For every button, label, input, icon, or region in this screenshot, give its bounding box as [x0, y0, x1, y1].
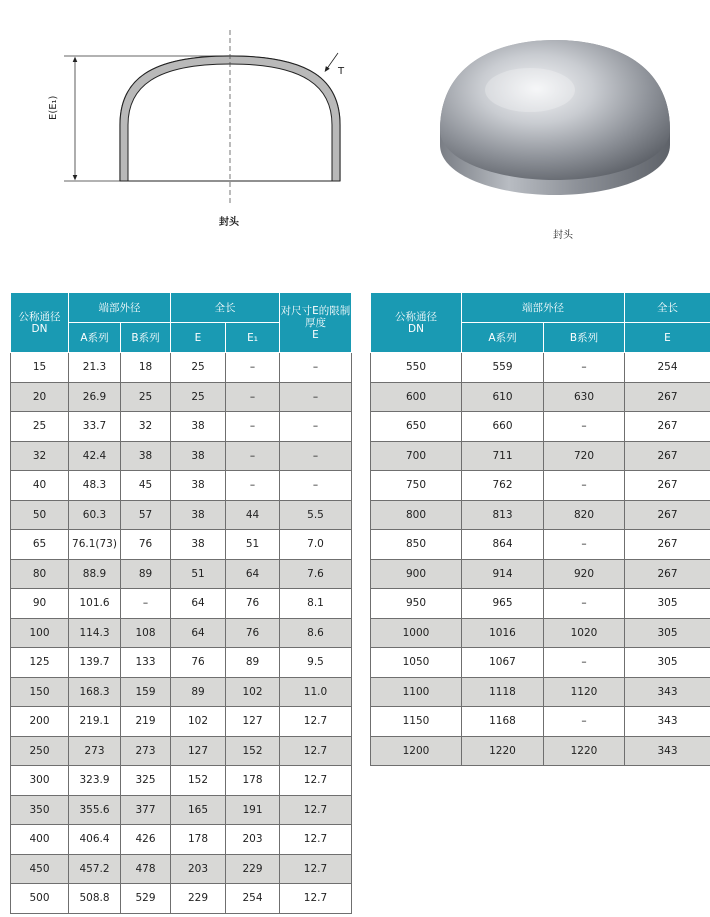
table-cell: 267	[625, 530, 710, 560]
table-cell: 850	[371, 530, 462, 560]
header-e: E	[625, 323, 710, 353]
table-cell: 42.4	[69, 441, 121, 471]
table-cell: 51	[171, 559, 226, 589]
table-cell: 12.7	[280, 884, 352, 914]
table-cell: 65	[11, 530, 69, 560]
table-cell: 7.0	[280, 530, 352, 560]
table-cell: 51	[226, 530, 280, 560]
table-cell: 50	[11, 500, 69, 530]
table-cell: 711	[462, 441, 544, 471]
table-row	[11, 530, 352, 560]
table-cell: 900	[371, 559, 462, 589]
table-cell: 457.2	[69, 854, 121, 884]
table-cell: 76	[121, 530, 171, 560]
table-row	[11, 825, 352, 855]
table-cell: 48.3	[69, 471, 121, 501]
table-cell: 305	[625, 589, 710, 619]
table-cell: 133	[121, 648, 171, 678]
table-cell: 300	[11, 766, 69, 796]
table-cell: 26.9	[69, 382, 121, 412]
table-cell: 1000	[371, 618, 462, 648]
table-cell: 64	[171, 589, 226, 619]
table-cell: 1150	[371, 707, 462, 737]
table-cell: 1100	[371, 677, 462, 707]
table-cell: 25	[11, 412, 69, 442]
table-cell: –	[544, 353, 625, 383]
table-cell: 152	[171, 766, 226, 796]
table-cell: 720	[544, 441, 625, 471]
header-dn: 公称通径 DN	[11, 293, 69, 353]
table-cell: 660	[462, 412, 544, 442]
table-cell: 267	[625, 471, 710, 501]
table-row	[11, 707, 352, 737]
table-row	[371, 412, 710, 442]
height-dimension-label: E(E₁)	[48, 95, 59, 120]
table-cell: 57	[121, 500, 171, 530]
table-cell: 191	[226, 795, 280, 825]
table-cell: 38	[171, 530, 226, 560]
table-cell: 38	[171, 441, 226, 471]
table-cell: –	[226, 412, 280, 442]
header-dn: 公称通径 DN	[371, 293, 462, 353]
table-row	[11, 648, 352, 678]
table-cell: 355.6	[69, 795, 121, 825]
cap-cross-section-diagram	[40, 25, 370, 225]
diagram-caption: 封头	[219, 217, 239, 228]
table-cell: 45	[121, 471, 171, 501]
table-row	[371, 500, 710, 530]
table-cell: 377	[121, 795, 171, 825]
table-row	[11, 677, 352, 707]
table-row	[371, 530, 710, 560]
table-cell: –	[226, 382, 280, 412]
table-cell: 800	[371, 500, 462, 530]
table-row	[371, 736, 710, 766]
table-cell: 343	[625, 736, 710, 766]
table-row	[11, 382, 352, 412]
table-cell: 219	[121, 707, 171, 737]
table-cell: 1220	[544, 736, 625, 766]
table-cell: 25	[171, 382, 226, 412]
table-cell: 820	[544, 500, 625, 530]
table-row	[11, 766, 352, 796]
table-cell: –	[280, 471, 352, 501]
table-cell: 102	[226, 677, 280, 707]
table-cell: 64	[226, 559, 280, 589]
table-cell: –	[121, 589, 171, 619]
table-cell: –	[226, 353, 280, 383]
table-cell: 90	[11, 589, 69, 619]
table-row	[371, 648, 710, 678]
table-row	[11, 854, 352, 884]
table-row	[11, 736, 352, 766]
table-row	[11, 471, 352, 501]
table-cell: 12.7	[280, 736, 352, 766]
table-cell: 203	[171, 854, 226, 884]
table-cell: 762	[462, 471, 544, 501]
table-cell: 450	[11, 854, 69, 884]
table-cell: 9.5	[280, 648, 352, 678]
table-cell: 1050	[371, 648, 462, 678]
table-cell: –	[226, 441, 280, 471]
table-cell: 89	[171, 677, 226, 707]
table-cell: 1020	[544, 618, 625, 648]
table-cell: –	[280, 412, 352, 442]
table-cell: 38	[171, 412, 226, 442]
table-cell: 343	[625, 707, 710, 737]
table-row	[11, 618, 352, 648]
table-cell: 178	[171, 825, 226, 855]
table-cell: 478	[121, 854, 171, 884]
table-cell: 5.5	[280, 500, 352, 530]
header-length: 全长	[625, 293, 710, 323]
table-row	[11, 884, 352, 914]
table-cell: 38	[171, 500, 226, 530]
table-cell: 350	[11, 795, 69, 825]
table-cell: 1168	[462, 707, 544, 737]
table-cell: 219.1	[69, 707, 121, 737]
table-cell: 25	[121, 382, 171, 412]
table-cell: 950	[371, 589, 462, 619]
table-cell: 343	[625, 677, 710, 707]
table-cell: 11.0	[280, 677, 352, 707]
table-cell: 12.7	[280, 854, 352, 884]
table-row	[371, 559, 710, 589]
table-cell: 168.3	[69, 677, 121, 707]
table-cell: 33.7	[69, 412, 121, 442]
table-cell: 38	[171, 471, 226, 501]
table-cell: 1067	[462, 648, 544, 678]
thickness-label: T	[338, 66, 345, 77]
table-cell: 76.1(73)	[69, 530, 121, 560]
table-cell: 127	[171, 736, 226, 766]
table-cell: 750	[371, 471, 462, 501]
table-cell: 273	[69, 736, 121, 766]
table-cell: 80	[11, 559, 69, 589]
table-row	[371, 441, 710, 471]
table-cell: 76	[226, 589, 280, 619]
table-cell: 273	[121, 736, 171, 766]
header-series-b: B系列	[121, 323, 171, 353]
table-row	[11, 589, 352, 619]
table-cell: 203	[226, 825, 280, 855]
table-cell: 178	[226, 766, 280, 796]
header-e1: E₁	[226, 323, 280, 353]
table-cell: 100	[11, 618, 69, 648]
table-cell: 150	[11, 677, 69, 707]
table-cell: 914	[462, 559, 544, 589]
table-cell: –	[544, 589, 625, 619]
table-cell: 650	[371, 412, 462, 442]
table-cell: –	[544, 412, 625, 442]
table-cell: 508.8	[69, 884, 121, 914]
table-row	[11, 795, 352, 825]
table-cell: 32	[121, 412, 171, 442]
table-cell: 21.3	[69, 353, 121, 383]
table-cell: –	[280, 441, 352, 471]
table-cell: 7.6	[280, 559, 352, 589]
table-cell: 1120	[544, 677, 625, 707]
photo-caption: 封头	[553, 230, 573, 241]
table-cell: 1016	[462, 618, 544, 648]
header-outer-diameter: 端部外径	[462, 293, 625, 323]
table-cell: –	[544, 707, 625, 737]
table-cell: 15	[11, 353, 69, 383]
table-row	[371, 353, 710, 383]
table-cell: 44	[226, 500, 280, 530]
table-cell: 305	[625, 618, 710, 648]
table-cell: 8.6	[280, 618, 352, 648]
table-row	[371, 707, 710, 737]
table-cell: 60.3	[69, 500, 121, 530]
table-cell: –	[280, 353, 352, 383]
table-cell: 88.9	[69, 559, 121, 589]
table-cell: 600	[371, 382, 462, 412]
table-cell: 18	[121, 353, 171, 383]
table-cell: 40	[11, 471, 69, 501]
table-cell: 12.7	[280, 795, 352, 825]
table-row	[371, 382, 710, 412]
table-cell: 267	[625, 500, 710, 530]
table-cell: 965	[462, 589, 544, 619]
table-row	[371, 471, 710, 501]
table-cell: 426	[121, 825, 171, 855]
table-cell: 1220	[462, 736, 544, 766]
table-cell: 125	[11, 648, 69, 678]
table-cell: 267	[625, 412, 710, 442]
table-cell: 139.7	[69, 648, 121, 678]
table-cell: 250	[11, 736, 69, 766]
table-cell: –	[544, 648, 625, 678]
table-cell: 610	[462, 382, 544, 412]
table-cell: 101.6	[69, 589, 121, 619]
header-limit-thickness: 对尺寸E的限制厚度 E	[280, 293, 352, 353]
table-cell: 920	[544, 559, 625, 589]
table-cell: –	[226, 471, 280, 501]
table-cell: –	[280, 382, 352, 412]
table-row	[371, 589, 710, 619]
table-row	[11, 559, 352, 589]
header-length: 全长	[171, 293, 280, 323]
table-cell: 20	[11, 382, 69, 412]
header-series-a: A系列	[69, 323, 121, 353]
table-cell: 114.3	[69, 618, 121, 648]
dimensions-table-right	[370, 292, 710, 766]
table-cell: 267	[625, 559, 710, 589]
table-cell: 12.7	[280, 707, 352, 737]
table-cell: –	[544, 530, 625, 560]
table-cell: 267	[625, 382, 710, 412]
table-cell: 559	[462, 353, 544, 383]
cap-product-image	[435, 35, 675, 200]
table-cell: 152	[226, 736, 280, 766]
table-cell: 229	[226, 854, 280, 884]
header-series-a: A系列	[462, 323, 544, 353]
dimensions-table-left	[10, 292, 352, 914]
table-cell: 550	[371, 353, 462, 383]
table-cell: –	[544, 471, 625, 501]
table-cell: 127	[226, 707, 280, 737]
table-cell: 32	[11, 441, 69, 471]
table-row	[371, 677, 710, 707]
table-cell: 700	[371, 441, 462, 471]
table-cell: 254	[625, 353, 710, 383]
table-cell: 25	[171, 353, 226, 383]
table-cell: 64	[171, 618, 226, 648]
table-row	[11, 412, 352, 442]
table-cell: 89	[226, 648, 280, 678]
table-cell: 267	[625, 441, 710, 471]
table-cell: 813	[462, 500, 544, 530]
table-cell: 400	[11, 825, 69, 855]
table-row	[11, 500, 352, 530]
table-cell: 159	[121, 677, 171, 707]
table-cell: 108	[121, 618, 171, 648]
table-cell: 8.1	[280, 589, 352, 619]
table-cell: 500	[11, 884, 69, 914]
table-cell: 864	[462, 530, 544, 560]
header-e: E	[171, 323, 226, 353]
table-cell: 200	[11, 707, 69, 737]
table-cell: 76	[171, 648, 226, 678]
table-row	[371, 618, 710, 648]
table-cell: 38	[121, 441, 171, 471]
table-cell: 529	[121, 884, 171, 914]
table-cell: 254	[226, 884, 280, 914]
table-row	[11, 441, 352, 471]
table-cell: 1200	[371, 736, 462, 766]
table-cell: 630	[544, 382, 625, 412]
table-cell: 325	[121, 766, 171, 796]
table-cell: 165	[171, 795, 226, 825]
table-cell: 12.7	[280, 766, 352, 796]
table-cell: 229	[171, 884, 226, 914]
table-cell: 323.9	[69, 766, 121, 796]
table-cell: 12.7	[280, 825, 352, 855]
table-cell: 89	[121, 559, 171, 589]
table-cell: 1118	[462, 677, 544, 707]
table-cell: 305	[625, 648, 710, 678]
header-series-b: B系列	[544, 323, 625, 353]
table-cell: 76	[226, 618, 280, 648]
table-cell: 406.4	[69, 825, 121, 855]
header-outer-diameter: 端部外径	[69, 293, 171, 323]
table-row	[11, 353, 352, 383]
table-cell: 102	[171, 707, 226, 737]
